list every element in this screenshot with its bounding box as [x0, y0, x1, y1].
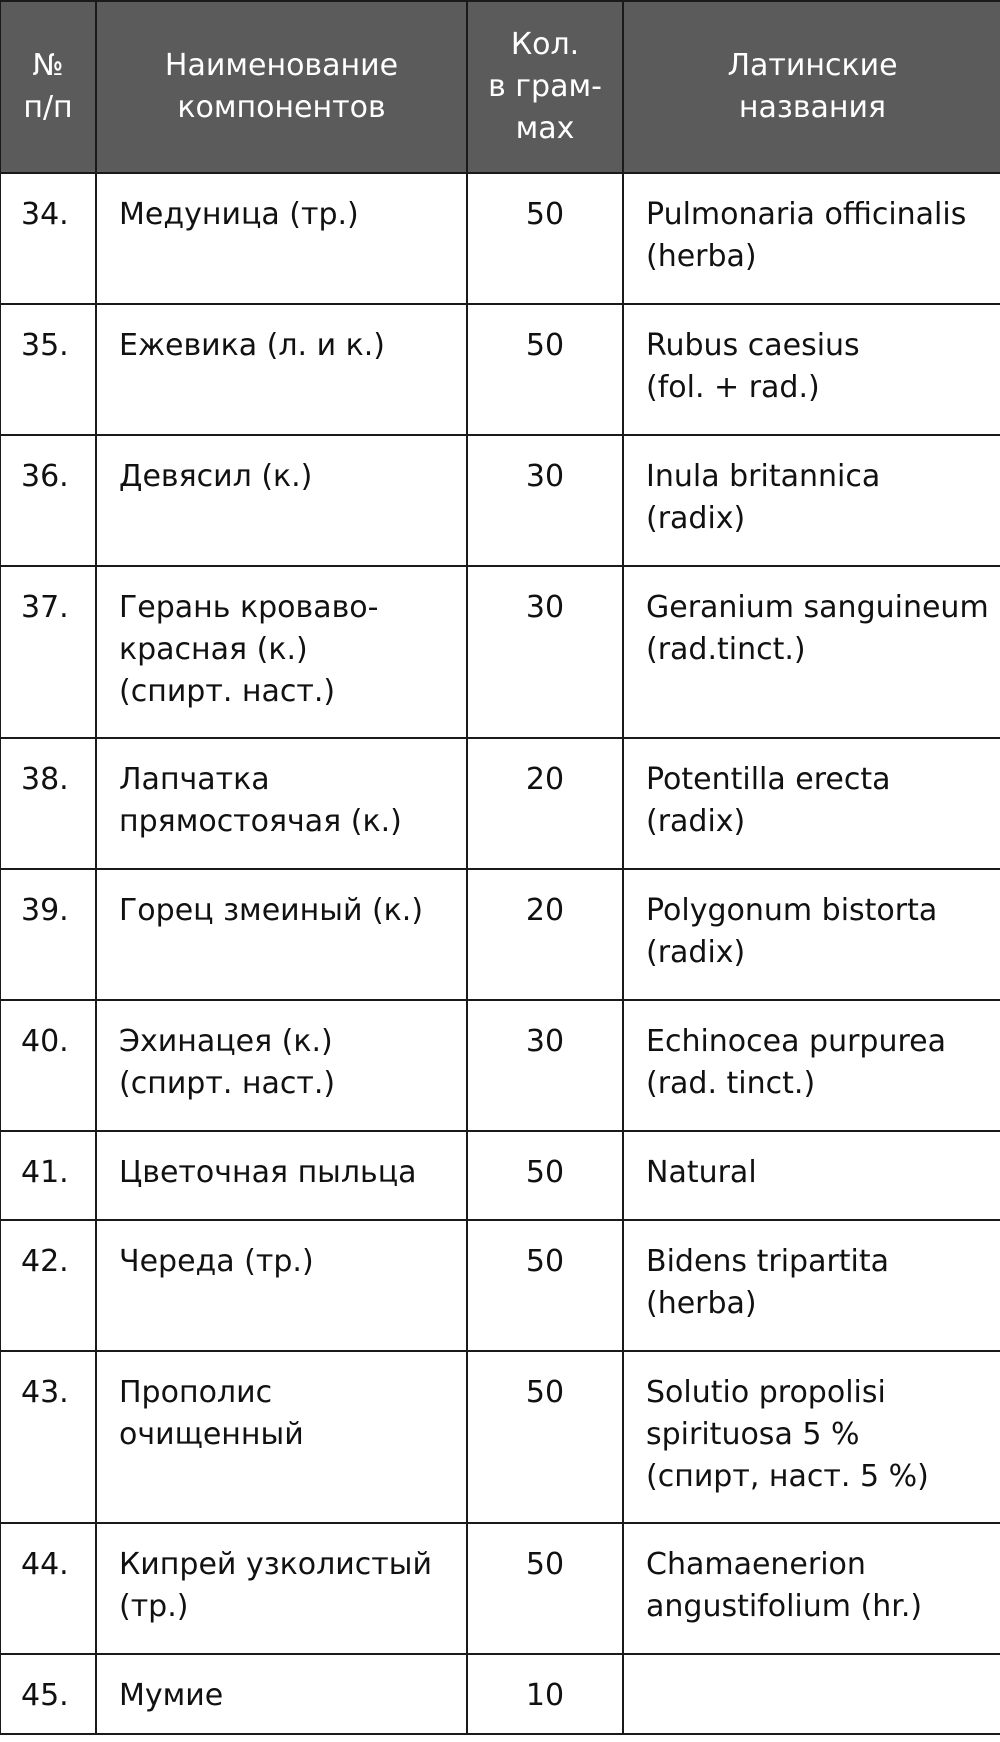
cell-number [0, 738, 96, 869]
table-row [0, 435, 1000, 566]
cell-latin [623, 566, 1000, 738]
cell-name [96, 738, 467, 869]
latin-name: Natural [646, 1155, 757, 1190]
cell-name [96, 1220, 467, 1351]
cell-number [0, 1000, 96, 1131]
latin-name: Rubus caesius (fol. + rad.) [646, 328, 860, 405]
cell-latin [623, 1654, 1000, 1734]
latin-name: Pulmonaria officinalis (herba) [646, 197, 967, 274]
component-name: Ежевика (л. и к.) [119, 328, 386, 363]
latin-name: Geranium sanguineum (rad.tinct.) [646, 590, 989, 667]
cell-name [96, 435, 467, 566]
cell-name [96, 869, 467, 1000]
quantity-grams: 50 [525, 1244, 565, 1279]
quantity-grams: 20 [525, 762, 565, 797]
row-number: 41. [21, 1155, 69, 1190]
cell-latin [623, 1351, 1000, 1523]
cell-quantity [467, 435, 623, 566]
cell-name [96, 304, 467, 435]
row-number: 44. [21, 1547, 69, 1582]
cell-quantity [467, 1351, 623, 1523]
cell-latin [623, 173, 1000, 304]
row-number: 39. [21, 893, 69, 928]
component-name: Эхинацея (к.) (спирт. наст.) [119, 1024, 336, 1101]
row-number: 35. [21, 328, 69, 363]
table-row [0, 869, 1000, 1000]
cell-number [0, 566, 96, 738]
quantity-grams: 50 [525, 197, 565, 232]
latin-name: Chamaenerion angustifolium (hr.) [646, 1547, 923, 1624]
cell-latin [623, 304, 1000, 435]
table-row [0, 1220, 1000, 1351]
table-row [0, 1523, 1000, 1654]
cell-quantity [467, 1131, 623, 1220]
component-name: Девясил (к.) [119, 459, 313, 494]
table-row [0, 1000, 1000, 1131]
component-name: Кипрей узколистый (тр.) [119, 1547, 432, 1624]
latin-name: Solutio propolisi spirituosa 5 % (спирт, наст. 5 %) [646, 1375, 929, 1494]
cell-name [96, 1131, 467, 1220]
cell-name [96, 173, 467, 304]
component-name: Медуница (тр.) [119, 197, 359, 232]
cell-number [0, 1523, 96, 1654]
component-name: Герань кроваво- красная (к.) (спирт. наст.) [119, 590, 379, 709]
cell-quantity [467, 1220, 623, 1351]
table-row [0, 1654, 1000, 1734]
table-row [0, 738, 1000, 869]
latin-name: Bidens tripartita (herba) [646, 1244, 890, 1321]
table-body [0, 173, 1000, 1734]
component-name: Цветочная пыльца [119, 1155, 417, 1190]
cell-name [96, 566, 467, 738]
header-latin-label: Латинские названия [727, 48, 898, 125]
header-name [96, 1, 467, 173]
quantity-grams: 20 [525, 893, 565, 928]
table-row [0, 173, 1000, 304]
component-name: Горец змеиный (к.) [119, 893, 424, 928]
row-number: 36. [21, 459, 69, 494]
cell-quantity [467, 869, 623, 1000]
header-number-label: № п/п [23, 48, 73, 125]
latin-name: Potentilla erecta (radix) [646, 762, 891, 839]
cell-number [0, 1654, 96, 1734]
cell-number [0, 173, 96, 304]
component-name: Прополис очищенный [119, 1375, 304, 1452]
cell-latin [623, 1131, 1000, 1220]
cell-number [0, 869, 96, 1000]
cell-name [96, 1351, 467, 1523]
table-row [0, 1351, 1000, 1523]
cell-latin [623, 1220, 1000, 1351]
quantity-grams: 50 [525, 328, 565, 363]
cell-quantity [467, 1000, 623, 1131]
row-number: 45. [21, 1678, 69, 1713]
latin-name: Echinocea purpurea (rad. tinct.) [646, 1024, 946, 1101]
row-number: 40. [21, 1024, 69, 1059]
quantity-grams: 30 [525, 1024, 565, 1059]
table-row [0, 566, 1000, 738]
cell-latin [623, 738, 1000, 869]
cell-number [0, 1220, 96, 1351]
cell-quantity [467, 304, 623, 435]
cell-quantity [467, 173, 623, 304]
component-name: Мумие [119, 1678, 224, 1713]
latin-name [624, 1655, 1000, 1675]
table-header [0, 1, 1000, 173]
row-number: 42. [21, 1244, 69, 1279]
quantity-grams: 30 [525, 590, 565, 625]
quantity-grams: 10 [525, 1678, 565, 1713]
cell-number [0, 435, 96, 566]
cell-latin [623, 1523, 1000, 1654]
cell-number [0, 1131, 96, 1220]
cell-latin [623, 1000, 1000, 1131]
header-name-label: Наименование компонентов [164, 48, 399, 125]
row-number: 37. [21, 590, 69, 625]
row-number: 43. [21, 1375, 69, 1410]
cell-name [96, 1654, 467, 1734]
latin-name: Polygonum bistorta (radix) [646, 893, 938, 970]
row-number: 38. [21, 762, 69, 797]
cell-quantity [467, 566, 623, 738]
header-number [0, 1, 96, 173]
cell-number [0, 304, 96, 435]
cell-name [96, 1523, 467, 1654]
header-latin [623, 1, 1000, 173]
header-row [0, 1, 1000, 173]
cell-latin [623, 869, 1000, 1000]
cell-number [0, 1351, 96, 1523]
cell-latin [623, 435, 1000, 566]
header-quantity-label: Кол. в грам- мах [488, 27, 602, 146]
table-row [0, 304, 1000, 435]
cell-name [96, 1000, 467, 1131]
component-name: Лапчатка прямостоячая (к.) [119, 762, 402, 839]
cell-quantity [467, 1654, 623, 1734]
quantity-grams: 50 [525, 1547, 565, 1582]
latin-name: Inula britannica (radix) [646, 459, 881, 536]
row-number: 34. [21, 197, 69, 232]
quantity-grams: 30 [525, 459, 565, 494]
quantity-grams: 50 [525, 1375, 565, 1410]
component-name: Череда (тр.) [119, 1244, 314, 1279]
table-row [0, 1131, 1000, 1220]
header-quantity [467, 1, 623, 173]
cell-quantity [467, 1523, 623, 1654]
cell-quantity [467, 738, 623, 869]
quantity-grams: 50 [525, 1155, 565, 1190]
